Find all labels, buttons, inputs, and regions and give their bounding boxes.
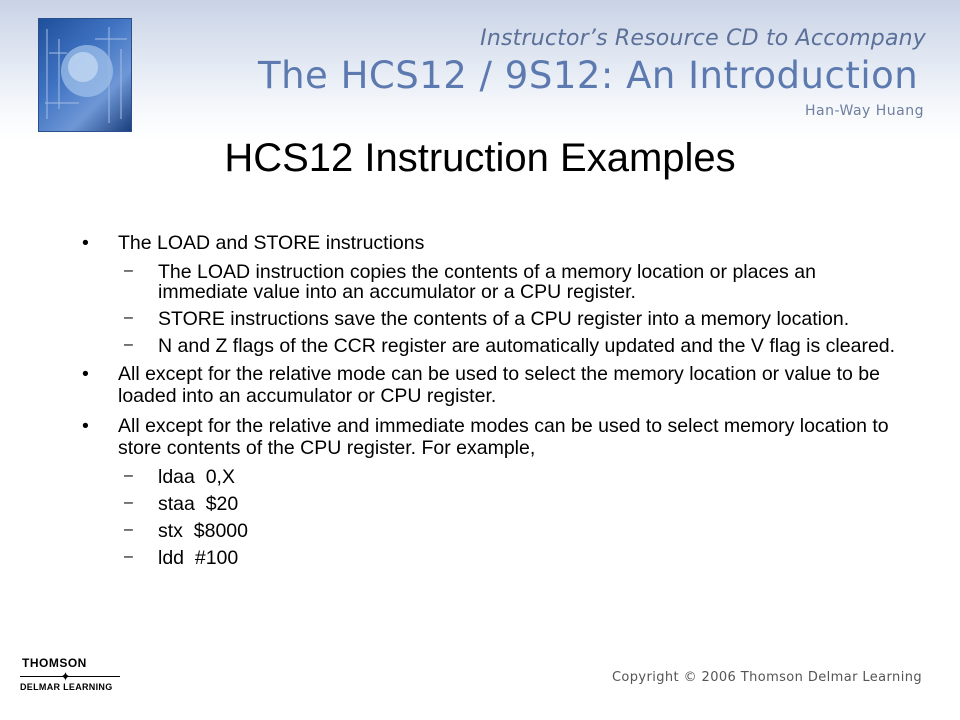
copyright-notice: Copyright © 2006 Thomson Delmar Learning xyxy=(611,670,922,685)
sub-bullet-text: STORE instructions save the contents of a CPU register into a memory location. xyxy=(158,308,850,330)
bullet-item xyxy=(82,363,902,407)
sub-bullet-item xyxy=(82,262,902,302)
book-author: Han-Way Huang xyxy=(805,103,924,119)
bullet-text: All except for the relative mode can be used to select the memory location or value to be loaded into an accumulator or CPU register. xyxy=(118,363,880,407)
star-icon: ✦ xyxy=(60,669,71,684)
code-example-text: stx $8000 xyxy=(158,520,248,542)
logo-wordmark-bottom: DELMAR LEARNING xyxy=(20,682,113,692)
publisher-logo xyxy=(12,656,124,698)
bullet-text: All except for the relative and immediate modes can be used to select memory location to store contents of the CPU register. For example, xyxy=(118,415,889,459)
bullet-marker: • xyxy=(82,363,89,385)
logo-wordmark-top: THOMSON xyxy=(22,656,87,670)
bullet-item xyxy=(82,415,902,459)
bullet-item xyxy=(82,232,902,254)
code-example-item xyxy=(82,494,902,514)
bullet-marker: • xyxy=(82,232,89,254)
sub-bullet-item xyxy=(82,336,902,356)
book-title: The HCS12 / 9S12: An Introduction xyxy=(258,54,919,97)
code-example-text: staa $20 xyxy=(158,493,239,515)
dash-marker: – xyxy=(124,494,133,511)
slide-title: HCS12 Instruction Examples xyxy=(224,136,736,180)
dash-marker: – xyxy=(124,336,133,353)
dash-marker: – xyxy=(124,309,133,326)
dash-marker: – xyxy=(124,548,133,565)
code-example-item xyxy=(82,467,902,487)
sub-bullet-item xyxy=(82,309,902,329)
slide-body xyxy=(82,232,902,575)
code-example-item xyxy=(82,548,902,568)
bullet-text: The LOAD and STORE instructions xyxy=(118,232,425,254)
dash-marker: – xyxy=(124,467,133,484)
book-cover-image xyxy=(38,18,132,132)
sub-bullet-text: The LOAD instruction copies the contents of a memory location or places an immediate value into an accumulator or a CPU register. xyxy=(158,261,816,303)
code-example-text: ldaa 0,X xyxy=(158,466,235,488)
dash-marker: – xyxy=(124,262,133,279)
book-subtitle: Instructor’s Resource CD to Accompany xyxy=(480,26,926,51)
bullet-marker: • xyxy=(82,415,89,437)
code-example-item xyxy=(82,521,902,541)
dash-marker: – xyxy=(124,521,133,538)
sub-bullet-text: N and Z flags of the CCR register are automatically updated and the V flag is cleared. xyxy=(158,335,896,357)
code-example-text: ldd #100 xyxy=(158,547,239,569)
